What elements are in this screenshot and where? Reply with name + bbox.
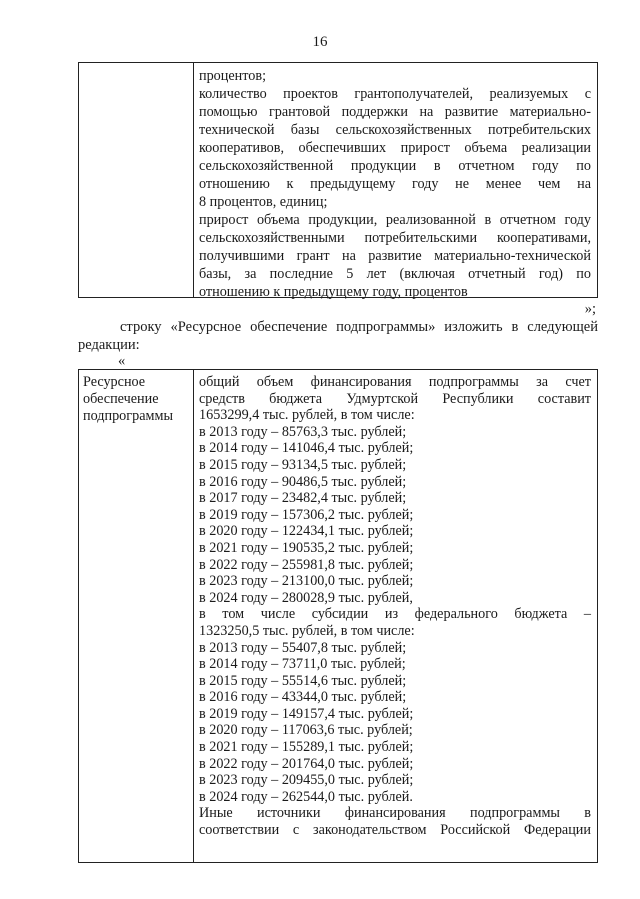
resource-label-cell bbox=[83, 374, 191, 425]
text-line: получившими грант на развитие материально-технической bbox=[199, 248, 591, 264]
text-line: в 2021 году – 190535,2 тыс. рублей; bbox=[199, 539, 414, 556]
instruction-line: строку «Ресурсное обеспечение подпрограммы» изложить в следующей bbox=[120, 319, 598, 335]
text-line: в 2023 году – 213100,0 тыс. рублей; bbox=[199, 573, 414, 590]
opening-quote: « bbox=[118, 353, 126, 369]
text-line: в 2019 году – 149157,4 тыс. рублей; bbox=[199, 705, 414, 722]
text-line: в 2022 году – 201764,0 тыс. рублей; bbox=[199, 755, 414, 772]
text-line: Иные источники финансирования подпрограммы в bbox=[199, 805, 591, 822]
indicators-table bbox=[78, 62, 598, 298]
text-line: в 2013 году – 55407,8 тыс. рублей; bbox=[199, 639, 407, 656]
text-line: в том числе субсидии из федерального бюджета – bbox=[199, 606, 591, 623]
text-line: количество проектов грантополучателей, реализуемых с bbox=[199, 86, 591, 102]
text-line: 8 процентов, единиц; bbox=[199, 194, 328, 210]
text-line: в 2023 году – 209455,0 тыс. рублей; bbox=[199, 772, 414, 789]
text-line: в 2017 году – 23482,4 тыс. рублей; bbox=[199, 490, 407, 507]
column-divider bbox=[193, 63, 194, 297]
page-number: 16 bbox=[312, 34, 328, 50]
resource-table bbox=[78, 369, 598, 863]
text-line: процентов; bbox=[199, 68, 267, 84]
text-line: кооперативов, обеспечивших прирост объема реализации bbox=[199, 140, 591, 156]
text-line: в 2016 году – 43344,0 тыс. рублей; bbox=[199, 689, 407, 706]
instruction-paragraph bbox=[78, 318, 598, 354]
text-line: в 2020 году – 117063,6 тыс. рублей; bbox=[199, 722, 413, 739]
text-line: отношению к предыдущему году, процентов bbox=[199, 284, 468, 300]
text-line: базы, за последние 5 лет (включая отчетный год) по bbox=[199, 266, 591, 282]
text-line: технической базы сельскохозяйственных потребительских bbox=[199, 122, 591, 138]
indicators-cell bbox=[199, 67, 591, 301]
column-divider bbox=[193, 370, 194, 862]
text-line: в 2014 году – 73711,0 тыс. рублей; bbox=[199, 656, 406, 673]
text-line: в 2024 году – 262544,0 тыс. рублей. bbox=[199, 788, 413, 805]
text-line: сельскохозяйственными потребительскими кооперативами, bbox=[199, 230, 591, 246]
text-line: в 2015 году – 55514,6 тыс. рублей; bbox=[199, 672, 407, 689]
text-line: в 2022 году – 255981,8 тыс. рублей; bbox=[199, 556, 414, 573]
text-line: соответствии с законодательством Российской Федерации bbox=[199, 822, 591, 839]
text-line: в 2020 году – 122434,1 тыс. рублей; bbox=[199, 523, 414, 540]
text-line: в 2014 году – 141046,4 тыс. рублей; bbox=[199, 440, 414, 457]
text-line: 1653299,4 тыс. рублей, в том числе: bbox=[199, 407, 415, 424]
closing-quote: »; bbox=[584, 301, 596, 317]
text-line: в 2013 году – 85763,3 тыс. рублей; bbox=[199, 423, 407, 440]
text-line: прирост объема продукции, реализованной в отчетном году bbox=[199, 212, 591, 228]
label-line: подпрограммы bbox=[83, 408, 173, 424]
text-line: помощью грантовой поддержки на развитие материально- bbox=[199, 104, 591, 120]
text-line: сельскохозяйственной продукции в отчетном году по bbox=[199, 158, 591, 174]
instruction-line: редакции: bbox=[78, 337, 140, 353]
text-line: в 2019 году – 157306,2 тыс. рублей; bbox=[199, 506, 414, 523]
label-line: Ресурсное bbox=[83, 374, 146, 390]
text-line: в 2021 году – 155289,1 тыс. рублей; bbox=[199, 739, 414, 756]
text-line: в 2015 году – 93134,5 тыс. рублей; bbox=[199, 456, 407, 473]
text-line: 1323250,5 тыс. рублей, в том числе: bbox=[199, 622, 415, 639]
text-line: отношению к предыдущему году не менее чем на bbox=[199, 176, 591, 192]
text-line: средств бюджета Удмуртской Республики составит bbox=[199, 390, 591, 407]
label-line: обеспечение bbox=[83, 391, 159, 407]
resource-value-cell bbox=[199, 374, 591, 839]
text-line: общий объем финансирования подпрограммы за счет bbox=[199, 374, 591, 390]
text-line: в 2016 году – 90486,5 тыс. рублей; bbox=[199, 473, 407, 490]
text-line: в 2024 году – 280028,9 тыс. рублей, bbox=[199, 589, 413, 606]
